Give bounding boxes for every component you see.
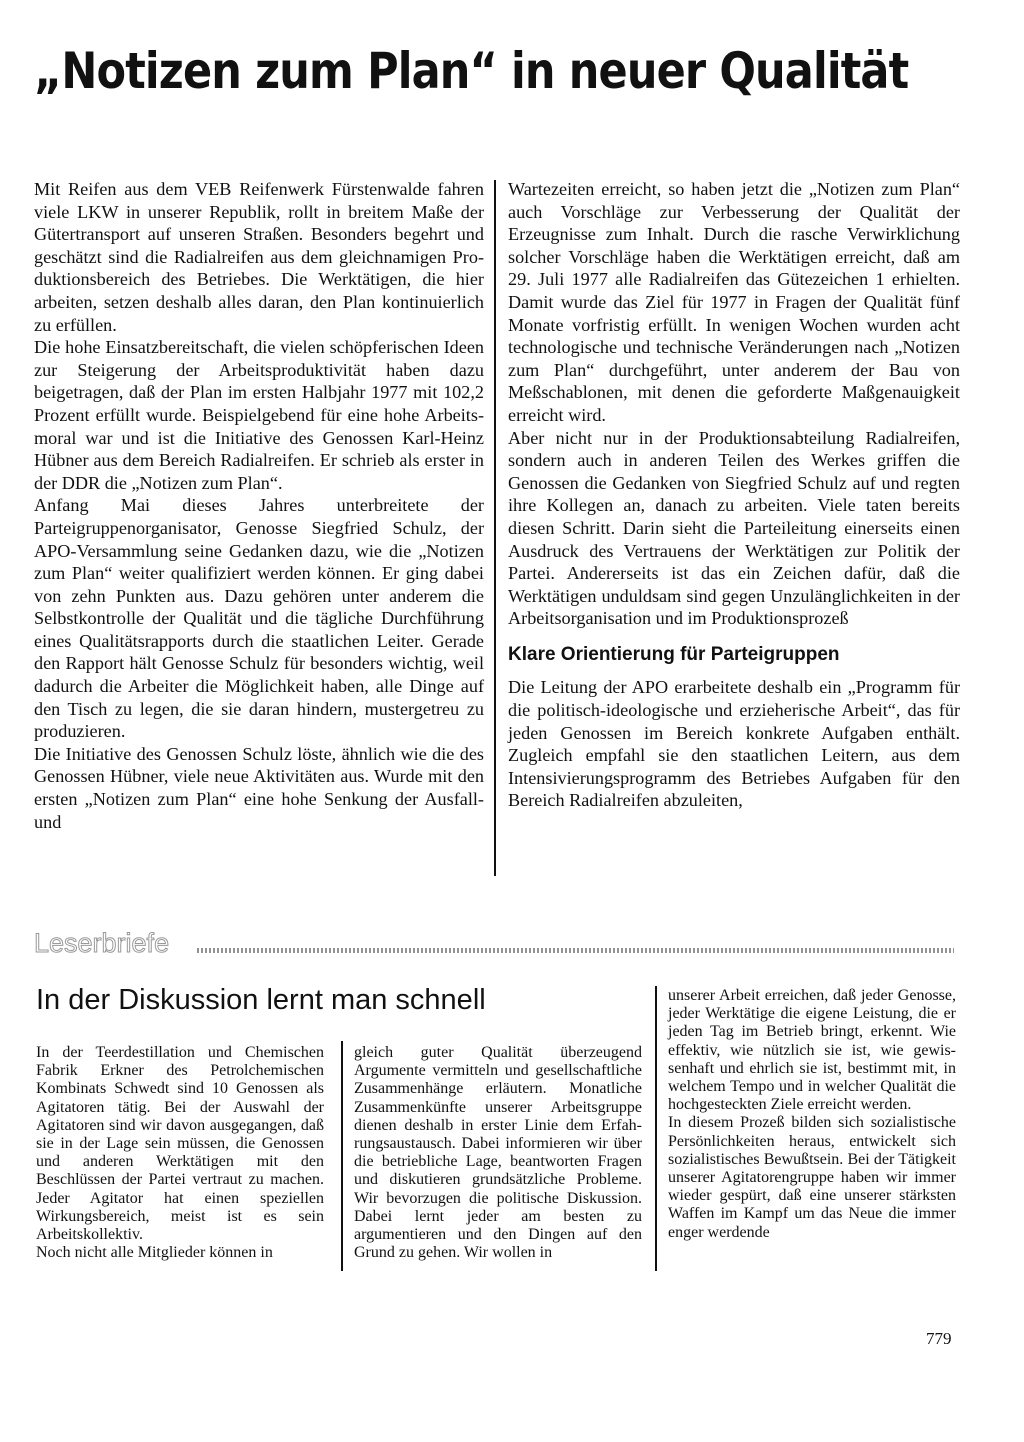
- letter-paragraph: gleich guter Qualität überzeugend Argumente vermitteln und gesellschaftliche Zusammenhänge erläutern. Monatliche Zusammenkünfte unserer Arbeitsgruppe dienen deshalb in erster Linie dem Erfahrungsaustausch. Dabei informieren wir über die betriebliche Lage, beantworten Fragen und diskutieren grundsätzliche Probleme. Wir bevorzugen die politische Diskussion. Dabei lernt jeder am besten zu argumentieren und den Dingen auf den Grund zu gehen. Wir wollen in: [354, 1044, 642, 1262]
- column-divider: [341, 1041, 343, 1271]
- section-divider-line: [197, 948, 954, 953]
- letter-paragraph: unserer Arbeit erreichen, daß jeder Genosse, jeder Werktätige die eigene Leistung, die er jeden Tag im Betrieb bringt, erkennt. Wie effektiv, wie nützlich sie ist, wie gewissenhaft und ehrlich sie ist, bestimmt mit, in welchem Tempo und in welcher Qualität die hochgesteckten Ziele erreicht werden.: [668, 987, 956, 1114]
- article-paragraph: Wartezeiten erreicht, so haben jetzt die „Notizen zum Plan“ auch Vorschläge zur Verbesserung der Qualität der Erzeugnisse zum Inhalt. Durch die rasche Verwirklichung solcher Vorschläge haben die Werktätigen erreicht, daß am 29. Juli 1977 alle Radialreifen das Gütezeichen 1 erhielten. Damit wurde das Ziel für 1977 in Fragen der Qualität fünf Monate vorfristig erfüllt. In wenigen Wochen wurden acht technologische und technische Veränderungen nach „Notizen zum Plan“ durchgeführt, unter anderem der Bau von Meßschablonen, mit denen die geforderte Maßgenauigkeit erreicht wird.: [508, 179, 960, 425]
- article-subheading: Klare Orientierung für Parteigruppen: [508, 643, 840, 665]
- article-paragraph: Aber nicht nur in der Produktionsabteilung Radialreifen, sondern auch in anderen Teilen des Werkes griffen die Genossen die Gedanken von Siegfried Schulz auf und regten ihre Kollegen an, danach zu arbeiten. Viele taten bereits diesen Schritt. Darin sieht die Parteileitung einerseits einen Ausdruck des Vertrauens der Werktätigen zur Politik der Partei. Andererseits ist das ein Zeichen dafür, daß die Werktätigen unduldsam sind gegen Unzulänglichkeiten in der Arbeitsorganisation und im Produktionsprozeß: [508, 427, 960, 629]
- article-left-column: [34, 178, 484, 833]
- article-title: „Notizen zum Plan“ in neuer Qualität: [34, 42, 909, 100]
- article-paragraph: Die Leitung der APO erarbeitete deshalb ein „Programm für die politisch-ideologische und erzieherische Arbeit“, das für jeden Genossen im Bereich konkrete Aufgaben enthält. Zugleich empfahl sie den staatlichen Leitern, aus dem Intensivierungsprogramm des Betriebes Aufgaben für den Bereich Radialreifen abzuleiten,: [508, 677, 960, 811]
- article-paragraph: Anfang Mai dieses Jahres unterbreitete der Parteigruppenorganisator, Genosse Siegfried Schulz, der APO-Versammlung seine Gedanken dazu, wie die „Notizen zum Plan“ weiter qualifiziert werden können. Er ging dabei von zehn Punkten aus. Dazu gehören unter anderem die Selbstkontrolle der Qualität und die tägliche Durchführung eines Qualitätsrapports durch die staatlichen Leiter. Gerade den Rapport hält Genosse Schulz für besonders wichtig, weil dadurch die Arbeiter die Möglichkeit haben, alle Dinge auf den Tisch zu legen, die sie daran hindern, mustergetreu zu produzieren.: [34, 495, 484, 742]
- column-divider: [494, 180, 496, 876]
- article-paragraph: Die hohe Einsatzbereitschaft, die vielen schöpferischen Ideen zur Steigerung der Arbeitsproduktivität haben dazu beigetragen, daß der Plan im ersten Halbjahr 1977 mit 102,2 Prozent erfüllt wurde. Beispielgebend für eine hohe Arbeitsmoral war und ist die Initiative des Genossen Karl-Heinz Hübner aus dem Bereich Radialreifen. Er schrieb als erster in der DDR die „Notizen zum Plan“.: [34, 337, 484, 493]
- article-right-column: [508, 178, 960, 812]
- page-number: 779: [926, 1329, 952, 1348]
- letter-column-2: [354, 1044, 642, 1262]
- section-label: Leserbriefe: [34, 928, 170, 958]
- article-paragraph: Die Initiative des Genossen Schulz löste, ähnlich wie die des Genossen Hübner, viele neue Aktivitäten aus. Wurde mit den ersten „Notizen zum Plan“ eine hohe Senkung der Ausfall- und: [34, 743, 484, 832]
- section-header: [34, 928, 954, 964]
- letter-paragraph: Noch nicht alle Mitglieder können in: [36, 1244, 273, 1262]
- letter-paragraph: In diesem Prozeß bilden sich sozialistische Persönlichkeiten heraus, entwickelt sich sozialistisches Bewußtsein. Bei der Tätigkeit unserer Agitatorengruppe haben wir immer wieder gespürt, daß eine unserer stärksten Waffen im Kampf um das Neue die immer enger werdende: [668, 1114, 956, 1241]
- letter-column-3: [668, 987, 956, 1242]
- letter-column-1: [36, 1044, 324, 1262]
- column-divider: [655, 986, 657, 1271]
- article-paragraph: Mit Reifen aus dem VEB Reifenwerk Fürstenwalde fahren viele LKW in unserer Republik, rollt in breitem Maße der Gütertransport auf unseren Straßen. Besonders begehrt und geschätzt sind die Radialreifen aus dem gleichnamigen Produktionsbereich des Betriebes. Die Werktätigen, die hier arbeiten, setzen deshalb alles daran, den Plan kontinuierlich zu erfüllen.: [34, 179, 484, 335]
- letter-paragraph: In der Teerdestillation und Chemischen Fabrik Erkner des Petrolchemischen Kombinats Schwedt sind 10 Genossen als Agitatoren tätig. Bei der Auswahl der Agitatoren sind wir davon ausgegangen, daß sie in der Lage sein müssen, die Genossen und anderen Werktätigen mit den Beschlüssen der Partei vertraut zu machen. Jeder Agitator hat einen speziellen Wirkungsbereich, meist ist es sein Arbeitskollektiv.: [36, 1044, 324, 1244]
- letter-headline: In der Diskussion lernt man schnell: [36, 984, 486, 1016]
